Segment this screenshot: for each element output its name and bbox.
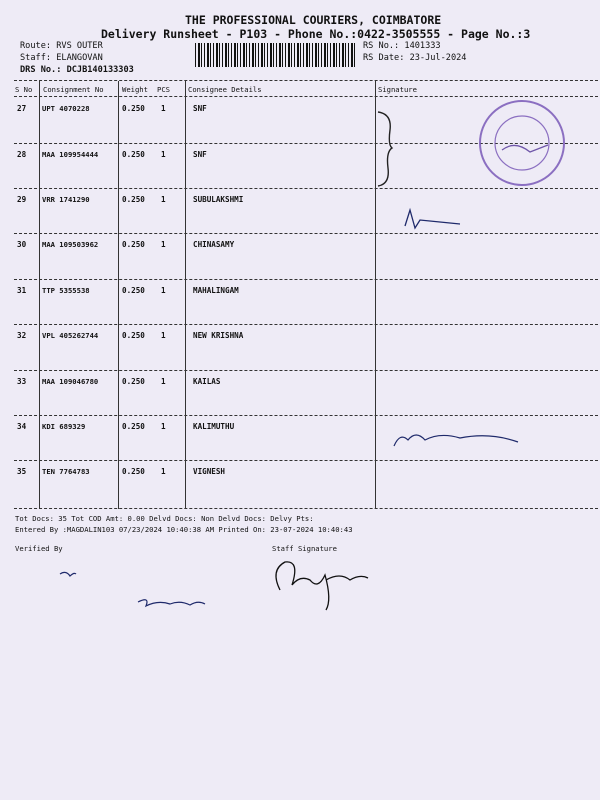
row-weight: 0.250 — [122, 377, 145, 386]
name-handwriting: M. Siya — [392, 293, 454, 312]
row-consignment: MAA 109503962 — [42, 240, 99, 249]
row-weight: 0.250 — [122, 195, 145, 204]
phone-handwriting: 9688509031 — [452, 305, 535, 320]
row-pcs: 1 — [161, 377, 166, 386]
row-weight: 0.250 — [122, 150, 145, 159]
phone-handwriting: 9363162365 — [408, 451, 491, 466]
row-sno: 34 — [17, 422, 27, 431]
row-consignee: SNF — [193, 104, 207, 113]
totals-line: Tot Docs: 35 Tot COD Amt: 0.00 Delvd Docs: Non Delvd Docs: Delvy Pts: — [15, 514, 314, 523]
col-signature: Signature — [378, 85, 417, 94]
row-consignment: KDI 689329 — [42, 422, 86, 431]
name-handwriting: S.S.Kohe — [392, 379, 446, 393]
row-consignee: VIGNESH — [193, 467, 226, 476]
col-consignee: Consignee Details — [188, 85, 262, 94]
row-sno: 27 — [17, 104, 27, 113]
row-weight: 0.250 — [122, 104, 145, 113]
row-consignment: TEN 7764783 — [42, 467, 90, 476]
brace-mark — [378, 112, 392, 186]
row-weight: 0.250 — [122, 286, 145, 295]
row-consignee: MAHALINGAM — [193, 286, 239, 295]
signature-mark — [60, 572, 76, 576]
row-sno: 28 — [17, 150, 27, 159]
row-weight: 0.250 — [122, 240, 145, 249]
ps-mark: P/S — [390, 339, 438, 372]
rs-number: RS No.: 1401333 — [363, 41, 441, 51]
row-consignee: CHINASAMY — [193, 240, 235, 249]
col-consignment: Consignment No — [43, 85, 104, 94]
phone-handwriting: 9894961082 — [405, 398, 495, 414]
row-weight: 0.250 — [122, 331, 145, 340]
cn-mark: C/N — [440, 473, 500, 508]
phone-handwriting: 8056234757 — [462, 215, 552, 231]
row-consignment: VRR 1741290 — [42, 195, 90, 204]
runsheet-subtitle: Delivery Runsheet - P103 - Phone No.:0422-3505555 - Page No.:3 — [101, 27, 531, 41]
row-consignee: SNF — [193, 150, 207, 159]
row-weight: 0.250 — [122, 422, 145, 431]
row-sno: 35 — [17, 467, 27, 476]
row-pcs: 1 — [161, 467, 166, 476]
svg-text:LIMITED: LIMITED — [482, 91, 513, 120]
row-pcs: 1 — [161, 104, 166, 113]
col-pcs: PCS — [157, 85, 170, 94]
signature-mark — [394, 435, 518, 446]
row-consignment: MAA 109046780 — [42, 377, 99, 386]
row-pcs: 1 — [161, 422, 166, 431]
col-weight: Weight — [122, 85, 148, 94]
row-consignment: VPL 405262744 — [42, 331, 99, 340]
signature-mark — [138, 600, 205, 606]
row-pcs: 1 — [161, 331, 166, 340]
rs-date: RS Date: 23-Jul-2024 — [363, 53, 467, 63]
row-consignment: TTP 5355538 — [42, 286, 90, 295]
drs-number: DRS No.: DCJB140133303 — [20, 65, 134, 75]
signature-mark — [405, 210, 460, 228]
row-consignee: KALIMUTHU — [193, 422, 235, 431]
route-label: Route: RVS OUTER — [20, 41, 103, 51]
row-pcs: 1 — [161, 286, 166, 295]
row-consignment: UPT 4070228 — [42, 104, 90, 113]
row-consignee: SUBULAKSHMI — [193, 195, 244, 204]
company-title: THE PROFESSIONAL COURIERS, COIMBATORE — [185, 13, 442, 27]
row-weight: 0.250 — [122, 467, 145, 476]
row-pcs: 1 — [161, 195, 166, 204]
row-consignee: KAILAS — [193, 377, 221, 386]
row-pcs: 1 — [161, 150, 166, 159]
row-sno: 31 — [17, 286, 27, 295]
row-consignment: MAA 109954444 — [42, 150, 99, 159]
verified-by-label: Verified By — [15, 544, 63, 553]
row-sno: 29 — [17, 195, 27, 204]
row-sno: 30 — [17, 240, 27, 249]
entered-line: Entered By :MAGDALIN103 07/23/2024 10:40:38 AM Printed On: 23-07-2024 10:40:43 — [15, 525, 353, 534]
row-sno: 33 — [17, 377, 27, 386]
row-pcs: 1 — [161, 240, 166, 249]
row-sno: 32 — [17, 331, 27, 340]
staff-label: Staff: ELANGOVAN — [20, 53, 103, 63]
row-consignee: NEW KRISHNA — [193, 331, 244, 340]
name-handwriting: C. Saradha Devi — [380, 261, 487, 276]
col-sno: S No — [15, 85, 33, 94]
staff-signature-mark — [276, 562, 368, 610]
company-stamp — [480, 92, 564, 185]
staff-signature-label: Staff Signature — [272, 544, 337, 553]
